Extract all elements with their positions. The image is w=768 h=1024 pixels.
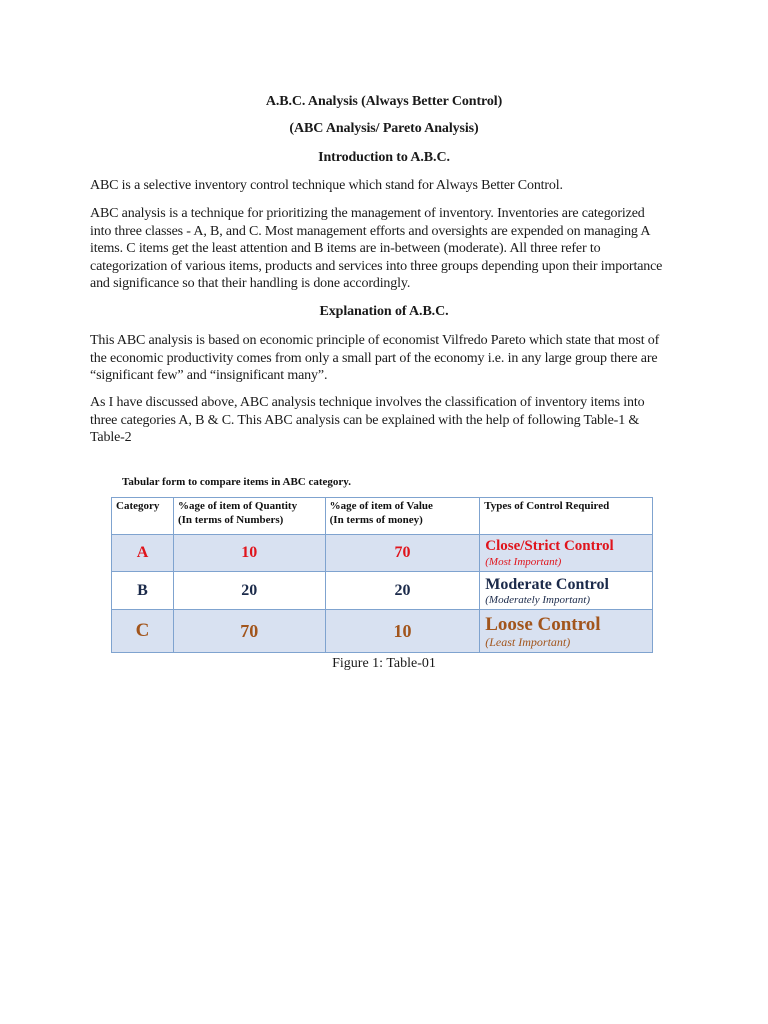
- table-header-row: [112, 498, 653, 535]
- control-cell: [480, 572, 653, 610]
- control-importance: (Moderately Important): [485, 593, 591, 606]
- table-row: [112, 572, 653, 610]
- table-row: [112, 610, 653, 653]
- control-importance: (Least Important): [485, 634, 571, 649]
- text-line: and significance so that their handling is done accordingly.: [90, 276, 411, 291]
- control-cell: [480, 610, 653, 653]
- category-cell: C: [112, 610, 174, 653]
- header-quantity-line1: %age of item of Quantity: [177, 500, 298, 512]
- quantity-cell: 20: [173, 572, 325, 610]
- intro-heading: Introduction to A.B.C.: [318, 150, 450, 165]
- control-importance: (Most Important): [485, 556, 562, 568]
- text-line: the economic productivity comes from only a small part of the economy i.e. in any large group there are: [90, 350, 658, 366]
- header-control: Types of Control Required: [480, 498, 653, 535]
- text-line: items. C items get the least attention and B items are in-between (moderate). All three refer to: [90, 241, 601, 256]
- header-category: Category: [112, 498, 174, 535]
- text-line: into three classes - A, B, and C. Most management efforts and oversights are expended on managing A: [90, 223, 651, 239]
- table-caption: Tabular form to compare items in ABC category.: [122, 476, 351, 488]
- paragraph-intro: ABC is a selective inventory control technique which stand for Always Better Control.: [90, 178, 563, 193]
- value-cell: 20: [325, 572, 480, 610]
- value-cell: 70: [325, 535, 480, 572]
- paragraph-classification: [90, 394, 676, 447]
- header-value-line2: (In terms of money): [329, 514, 423, 526]
- category-cell: A: [112, 535, 174, 572]
- control-type: Close/Strict Control: [485, 538, 614, 554]
- header-quantity: [173, 498, 325, 535]
- paragraph-pareto: [90, 332, 676, 385]
- paragraph-abc-technique: [90, 205, 676, 293]
- text-line: Table-2: [90, 430, 132, 445]
- text-line: categorization of various items, products and services into three groups depending upon their importance: [90, 258, 663, 274]
- control-type: Loose Control: [485, 613, 601, 635]
- control-cell: [480, 535, 653, 572]
- text-line: As I have discussed above, ABC analysis technique involves the classification of inventory items into: [90, 395, 645, 410]
- quantity-cell: 10: [173, 535, 325, 572]
- text-line: three categories A, B & C. This ABC analysis can be explained with the help of following Table-1 &: [90, 412, 640, 428]
- explanation-heading: Explanation of A.B.C.: [319, 304, 449, 319]
- quantity-cell: 70: [173, 610, 325, 653]
- header-value-line1: %age of item of Value: [329, 500, 433, 512]
- document-title: A.B.C. Analysis (Always Better Control): [265, 94, 503, 109]
- table-row: [112, 535, 653, 572]
- header-value: [325, 498, 480, 535]
- value-cell: 10: [325, 610, 480, 653]
- text-line: “significant few” and “insignificant many”.: [90, 368, 328, 383]
- document-subtitle: (ABC Analysis/ Pareto Analysis): [289, 121, 479, 136]
- figure-label: Figure 1: Table-01: [332, 656, 436, 671]
- control-type: Moderate Control: [485, 575, 609, 593]
- abc-comparison-table: [111, 497, 653, 653]
- text-line: ABC analysis is a technique for prioritizing the management of inventory. Inventories are categorized: [90, 206, 645, 221]
- header-quantity-line2: (In terms of Numbers): [177, 514, 284, 526]
- text-line: This ABC analysis is based on economic principle of economist Vilfredo Pareto which state that most of: [90, 333, 660, 348]
- category-cell: B: [112, 572, 174, 610]
